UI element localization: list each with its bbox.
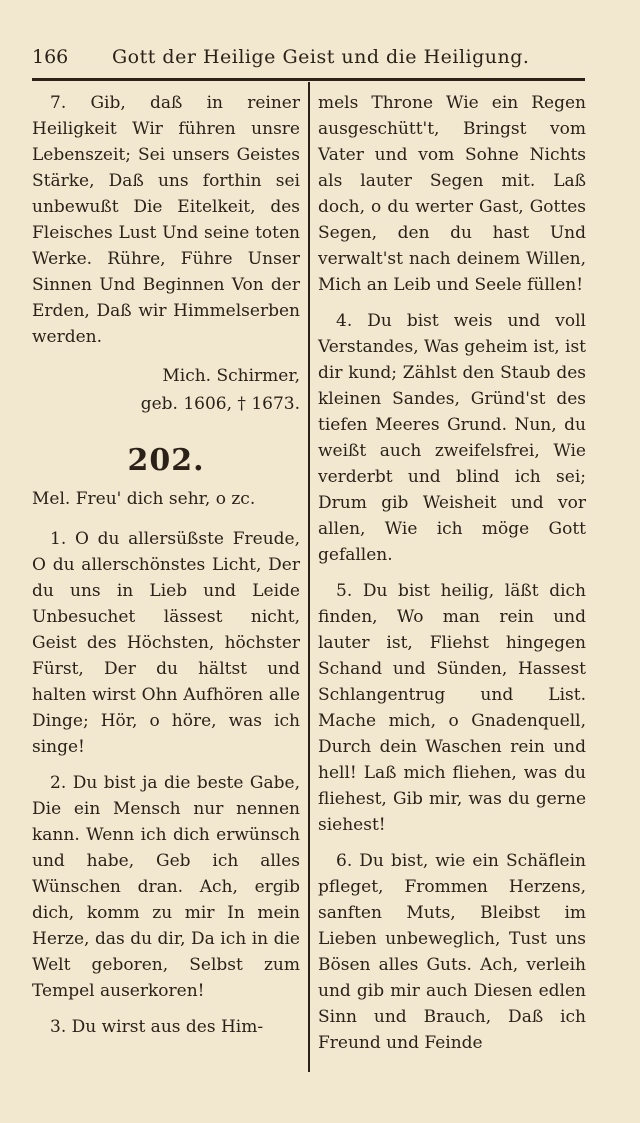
column-divider bbox=[308, 82, 310, 1072]
stanza-3-start: 3. Du wirst aus des Him- bbox=[50, 1017, 264, 1037]
running-title: Gott der Heilige Geist und die Heiligung. bbox=[112, 46, 530, 68]
stanza-2: 2. Du bist ja die beste Gabe, Die ein Mensch nur nennen kann. Wenn ich dich erwünsch und habe, Geb ich alles Wünschen dran. Ach, ergib dich, komm zu mir In mein Herze, das du dir, Da ich in die Welt geboren, Selbst zum Tempel auserkoren! bbox=[32, 773, 300, 1001]
author-name: Mich. Schirmer, bbox=[162, 366, 300, 386]
stanza-6: 6. Du bist, wie ein Schäflein pfleget, Frommen Herzens, sanften Muts, Bleibst im Lieben unbeweglich, Tust uns Bösen alles Guts. Ach, verleih und gib mir auch Diesen edlen Sinn und Brauch, Daß ich Freund und Feinde bbox=[318, 851, 586, 1053]
page-header bbox=[32, 40, 587, 76]
stanza-7: 7. Gib, daß in reiner Heiligkeit Wir führen unsre Lebenszeit; Sei unsers Geistes Stärke, Daß uns forthin sei unbewußt Die Eitelkeit, des Fleisches Lust Und seine toten Werke. Rühre, Führe Unser Sinnen Und Beginnen Von der Erden, Daß wir Himmelserben werden. bbox=[32, 93, 300, 347]
page-number: 166 bbox=[32, 46, 69, 68]
melody-line: Mel. Freu' dich sehr, o zc. bbox=[32, 489, 256, 509]
hymn-number: 202. bbox=[127, 443, 205, 478]
right-column bbox=[318, 90, 586, 1066]
attribution bbox=[32, 362, 300, 418]
author-dates: geb. 1606, † 1673. bbox=[140, 394, 300, 414]
left-column bbox=[32, 90, 300, 1050]
stanza-4: 4. Du bist weis und voll Verstandes, Was geheim ist, ist dir kund; Zählst den Staub des kleinen Sandes, Gründ'st des tiefen Meeres Grund. Nun, du weißt auch zweifelsfrei, Wie verderbt und blind ich sei; Drum gib Weisheit und vor allen, Wie ich möge Gott gefallen. bbox=[318, 311, 586, 565]
stanza-3-continuation: mels Throne Wie ein Regen ausgeschütt't, Bringst vom Vater und vom Sohne Nichts als lauter Segen mit. Laß doch, o du werter Gast, Gottes Segen, den du hast Und verwalt'st nach deinem Willen, Mich an Leib und Seele füllen! bbox=[318, 93, 586, 295]
header-rule bbox=[32, 78, 585, 81]
stanza-1: 1. O du allersüßste Freude, O du allerschönstes Licht, Der du uns in Lieb und Leide Unbesuchet lässest nicht, Geist des Höchsten, höchster Fürst, Der du hältst und halten wirst Ohn Aufhören alle Dinge; Hör, o höre, was ich singe! bbox=[32, 529, 300, 757]
stanza-5: 5. Du bist heilig, läßt dich finden, Wo man rein und lauter ist, Fliehst hingegen Schand und Sünden, Hassest Schlangentrug und List. Mache mich, o Gnadenquell, Durch dein Waschen rein und hell! Laß mich fliehen, was du fliehest, Gib mir, was du gerne siehest! bbox=[318, 581, 586, 835]
